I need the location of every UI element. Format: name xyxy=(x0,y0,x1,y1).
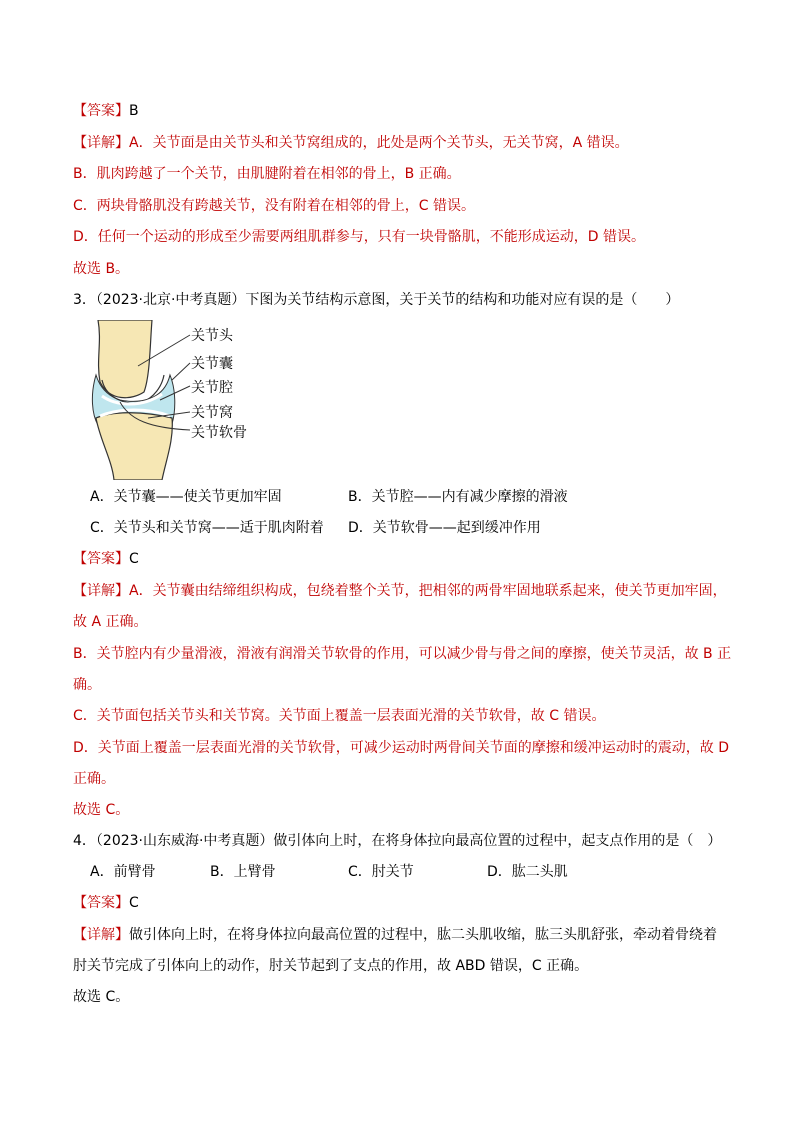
q3-option-d: D．关节软骨——起到缓冲作用 xyxy=(348,520,541,536)
q2-detail-d: D．任何一个运动的形成至少需要两组肌群参与，只有一块骨骼肌，不能形成运动，D 错误。 xyxy=(73,229,646,245)
answer-value: C xyxy=(129,551,139,567)
detail-tag: 【详解】 xyxy=(73,135,129,151)
q2-detail-b: B．肌肉跨越了一个关节，由肌腱附着在相邻的骨上，B 正确。 xyxy=(73,166,461,182)
upper-bone-shape xyxy=(98,320,152,398)
label-joint-capsule: 关节囊 xyxy=(191,356,233,372)
q3-detail-a1 xyxy=(73,581,727,601)
answer-tag: 【答案】 xyxy=(73,103,129,119)
q4-answer-line xyxy=(73,893,139,913)
q4-detail-2: 肘关节完成了引体向上的动作，肘关节起到了支点的作用，故 ABD 错误，C 正确。 xyxy=(73,958,589,974)
q3-detail-b2: 确。 xyxy=(73,677,101,693)
joint-diagram xyxy=(90,320,270,480)
q2-conclusion: 故选 B。 xyxy=(73,261,130,277)
q4-conclusion: 故选 C。 xyxy=(73,989,130,1005)
lower-bone-shape xyxy=(96,413,172,480)
q3-detail-d1: D．关节面上覆盖一层表面光滑的关节软骨，可减少运动时两骨间关节面的摩擦和缓冲运动时的震动，故 D xyxy=(73,740,730,756)
q3-stem: 3．（2023·北京·中考真题）下图为关节结构示意图，关于关节的结构和功能对应有误的是（ ） xyxy=(73,292,680,308)
q3-answer-line xyxy=(73,549,139,569)
q4-option-b: B．上臂骨 xyxy=(210,864,276,880)
q3-conclusion: 故选 C。 xyxy=(73,802,130,818)
answer-tag: 【答案】 xyxy=(73,895,129,911)
label-joint-cavity: 关节腔 xyxy=(191,380,233,396)
answer-tag: 【答案】 xyxy=(73,551,129,567)
detail-tag: 【详解】 xyxy=(73,927,129,943)
q2-detail-a xyxy=(73,133,629,153)
q4-option-d: D．肱二头肌 xyxy=(487,864,568,880)
q2-answer-line xyxy=(73,101,139,121)
detail-text: A．关节囊由结缔组织构成，包绕着整个关节，把相邻的两骨牢固地联系起来，使关节更加牢固， xyxy=(129,583,727,599)
detail-text: A．关节面是由关节头和关节窝组成的，此处是两个关节头，无关节窝，A 错误。 xyxy=(129,135,629,151)
q3-detail-c: C．关节面包括关节头和关节窝。关节面上覆盖一层表面光滑的关节软骨，故 C 错误。 xyxy=(73,708,606,724)
label-cartilage: 关节软骨 xyxy=(191,425,247,441)
label-joint-head: 关节头 xyxy=(191,328,233,344)
q4-option-a: A．前臂骨 xyxy=(90,864,156,880)
q3-option-a: A．关节囊——使关节更加牢固 xyxy=(90,489,282,505)
q4-option-c: C．肘关节 xyxy=(348,864,414,880)
q4-stem: 4．（2023·山东威海·中考真题）做引体向上时，在将身体拉向最高位置的过程中，起支点作用的是（ ） xyxy=(73,833,722,849)
q3-option-b: B．关节腔——内有减少摩擦的滑液 xyxy=(348,489,568,505)
answer-value: B xyxy=(129,103,139,119)
q3-detail-b1: B．关节腔内有少量滑液，滑液有润滑关节软骨的作用，可以减少骨与骨之间的摩擦，使关节灵活，故 B 正 xyxy=(73,646,732,662)
leader-line xyxy=(172,363,190,380)
q2-detail-c: C．两块骨骼肌没有跨越关节，没有附着在相邻的骨上，C 错误。 xyxy=(73,198,475,214)
label-joint-socket: 关节窝 xyxy=(191,405,233,421)
q3-option-c: C．关节头和关节窝——适于肌肉附着 xyxy=(90,520,324,536)
q3-detail-d2: 正确。 xyxy=(73,771,115,787)
q3-detail-a2: 故 A 正确。 xyxy=(73,614,148,630)
answer-value: C xyxy=(129,895,139,911)
detail-text: 做引体向上时，在将身体拉向最高位置的过程中，肱二头肌收缩，肱三头肌舒张，牵动着骨绕着 xyxy=(129,927,717,943)
q4-detail-1 xyxy=(73,925,717,945)
detail-tag: 【详解】 xyxy=(73,583,129,599)
